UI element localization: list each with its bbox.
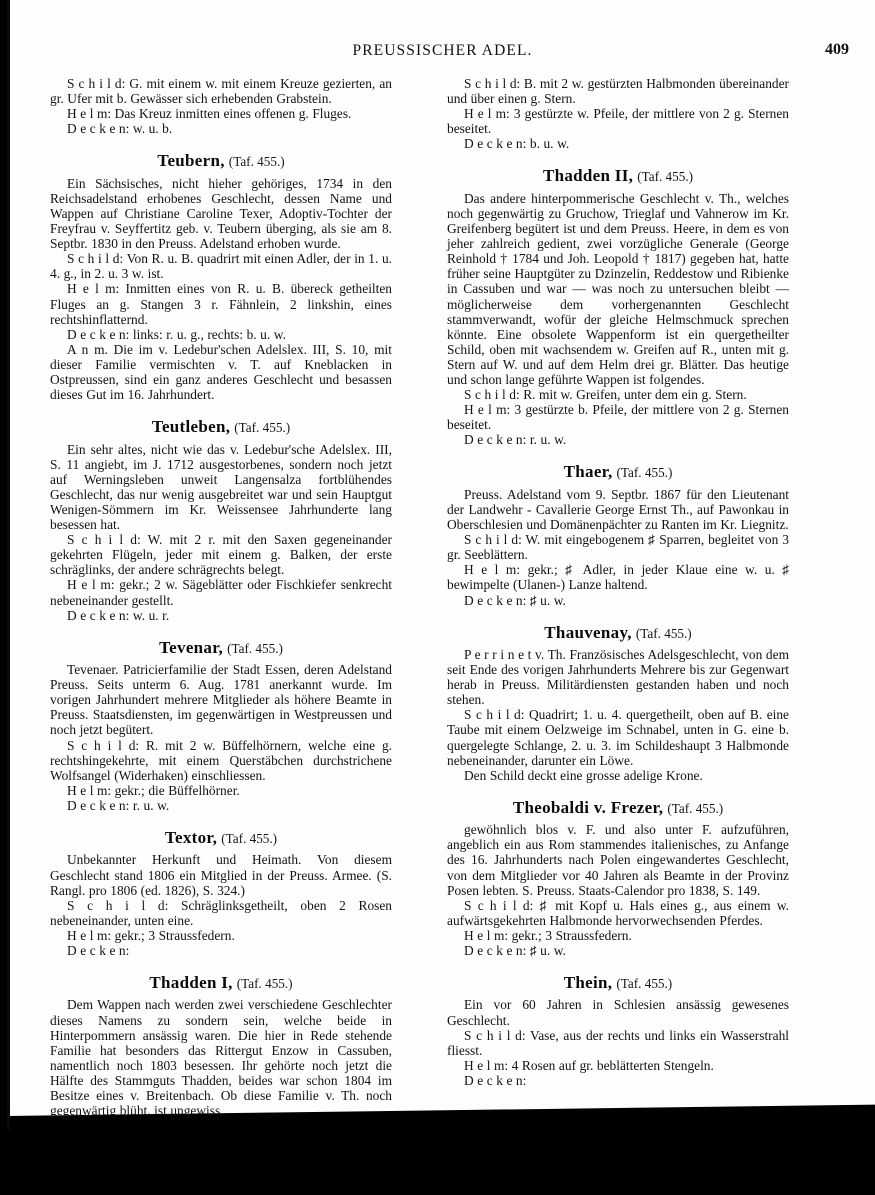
entry-body: Ein sehr altes, nicht wie das v. Ledebur'sche Adelslex. III, S. 11 angiebt, im J. 1712 ausgestorbenes, sondern noch jetzt auf Werningsleben unweit Langensalza fortblühendes Geschlecht, das nur wenig ausgebreitet war und sein Hauptgut Wenigen-Sömmern im Kr. Weissensee Jahrhunderte lang besessen hat. [50, 441, 392, 533]
entry-body: Das andere hinterpommerische Geschlecht v. Th., welches noch gegenwärtig zu Gruchow, Trieglaf und Vahnerow im Kr. Greifenberg begütert ist und dem Preuss. Heere, in dem es von jeher zahlreich gedient, zwei vorzügliche Generale (George Reinhold † 1784 und Joh. Leopold † 1817) gegeben hat, hatte früher seine Hauptgüter zu Dzinzelin, Reddestow und Ribienke in Cassuben und war — was noch zu untersuchen bleibt — möglicherweise dem vorhergenannten Geschlecht stammverwandt, wofür der gleiche Helmschmuck sprechen könnte. Eine obsolete Wappenform ist ein quergetheilter Schild, oben mit wachsendem w. Greifen auf R., unten mit g. Stern auf W. und auf dem Helm drei gr. Blätter. Das heutige und schon lange geführte Wappen ist folgendes. [447, 190, 789, 387]
entry-teubern [50, 151, 392, 402]
blazon-helm: H e l m: gekr.; 2 w. Sägeblätter oder Fischkiefer senkrecht nebeneinander gestellt. [50, 577, 392, 608]
blazon-helm: H e l m: 3 gestürzte b. Pfeile, der mittlere von 2 g. Sternen beseitet. [447, 402, 789, 433]
blazon-schild: S c h i l d: R. mit 2 w. Büffelhörnern, welche eine g. rechtshingekehrte, mit einem Querstäbchen durchstrichene Wolfsangel (Widerhaken) einschliessen. [50, 737, 392, 783]
column-right [447, 76, 789, 1088]
entry-extra-note: Den Schild deckt eine grosse adelige Krone. [464, 767, 703, 783]
page-sheet [10, 0, 875, 1119]
column-left [50, 76, 392, 1118]
entry-heading [447, 973, 789, 993]
entry-thadden-i [50, 973, 392, 1118]
blazon-decken: D e c k e n: r. u. w. [464, 432, 567, 448]
blazon-schild: S c h i l d: Schräglinksgetheilt, oben 2 Rosen nebeneinander, unten eine. [50, 897, 392, 928]
entry-heading [50, 638, 392, 658]
entry-textor [50, 828, 392, 958]
entry-name: Thadden II, [542, 166, 634, 186]
entry-heading [50, 417, 392, 437]
blazon-schild: S c h i l d: W. mit eingebogenem ♯ Sparren, begleitet von 3 gr. Seeblättern. [447, 532, 789, 563]
entry-name: Thadden I, [149, 973, 233, 993]
entry-note: A n m. Die im v. Ledebur'schen Adelslex. III, S. 10, mit dieser Familie vermischten v. T. auf Kneblacken in Ostpreussen, sind ein ganz anderes Geschlecht und besassen dieses Gut im 16. Jahrhundert. [50, 341, 392, 403]
entry-body: Ein vor 60 Jahren in Schlesien ansässig gewesenes Geschlecht. [447, 997, 789, 1028]
entry-plate-reference: (Taf. 455.) [228, 154, 285, 170]
entry-plate-reference: (Taf. 455.) [234, 420, 291, 436]
entry-name: Thaer, [563, 462, 613, 482]
blazon-helm: H e l m: gekr.; 3 Straussfedern. [67, 927, 235, 943]
blazon-schild: S c h i l d: R. mit w. Greifen, unter dem ein g. Stern. [464, 387, 747, 403]
entry-heading [447, 166, 789, 186]
blazon-decken: D e c k e n: [464, 1072, 527, 1088]
running-title: PREUSSISCHER ADEL. [352, 42, 533, 59]
entry-tevenar [50, 638, 392, 813]
entry-body: gewöhnlich blos v. F. und also unter F. aufzuführen, angeblich ein aus Rom stammendes italienisches, zu Anfange des 16. Jahrhunderts nach Polen eingewandertes Geschlecht, von dem Mitglieder vor 40 Jahren als Beamte in der Provinz Posen lebten. S. Preuss. Staats-Calendor pro 1838, S. 149. [447, 822, 789, 898]
entry-teutleben [50, 417, 392, 623]
entry-thaer [447, 462, 789, 607]
entry-heading [447, 623, 789, 643]
entry-body: Tevenaer. Patricierfamilie der Stadt Essen, deren Adelstand Preuss. Seits unterm 6. Aug. 1781 anerkannt wurde. Im vorigen Jahrhundert mehrere Mitglieder als höhere Beamte in Preuss. Staatsdiensten, im gegenwärtigen in Westpreussen und noch jetzt begütert. [50, 662, 392, 738]
blazon-schild: S c h i l d: B. mit 2 w. gestürzten Halbmonden übereinander und über einen g. Stern. [447, 76, 789, 107]
blazon-schild: S c h i l d: Von R. u. B. quadrirt mit einen Adler, der in 1. u. 4. g., in 2. u. 3 w. ist. [50, 251, 392, 282]
entry-thauvenay [447, 623, 789, 783]
entry-name: Thauvenay, [544, 622, 632, 642]
entry-plate-reference: (Taf. 455.) [236, 976, 293, 992]
entry-plate-reference: (Taf. 455.) [635, 625, 692, 641]
entry-heading [50, 828, 392, 848]
blazon-helm: H e l m: gekr.; 3 Straussfedern. [464, 927, 632, 943]
entry-thadden-ii [447, 166, 789, 447]
entry-theobaldi-v-frezer [447, 798, 789, 958]
blazon-helm: H e l m: gekr.; die Büffelhörner. [67, 782, 240, 798]
entry-name: Teutleben, [151, 417, 231, 437]
entry-body: Dem Wappen nach werden zwei verschiedene Geschlechter dieses Namens zu sondern sein, welche beide in Hinterpommern ansässig waren. Die hier in Rede stehende Familie hat besonders das Rittergut Enzow in Cassuben, namentlich noch 1803 besessen. Ihr gehörte noch jetzt die Hälfte des Stammguts Thadden, beides war schon 1804 im Besitze eines v. Breitenbach. Ob diese Familie v. Th. noch gegenwärtig blüht, ist ungewiss. [50, 997, 392, 1119]
entry-body: Unbekannter Herkunft und Heimath. Von diesem Geschlecht stand 1806 ein Mitglied in der Preuss. Armee. (S. Rangl. pro 1806 (ed. 1826), S. 324.) [50, 852, 392, 898]
entry-name: Thein, [563, 973, 613, 993]
entry-body: P e r r i n e t v. Th. Französisches Adelsgeschlecht, von dem seit Ende des vorigen Jahrhunderts Mehrere bis zur Gegenwart herab in Preuss. Militärdiensten gestanden haben und noch stehen. [447, 646, 789, 708]
blazon-helm: H e l m: 3 gestürzte w. Pfeile, der mittlere von 2 g. Sternen beseitet. [447, 106, 789, 137]
entry-name: Tevenar, [159, 637, 224, 657]
entry-heading [50, 973, 392, 993]
entry-heading [447, 798, 789, 818]
entry-plate-reference: (Taf. 455.) [227, 640, 283, 656]
blazon-schild: S c h i l d: G. mit einem w. mit einem Kreuze gezierten, an gr. Ufer mit b. Gewässer sich erhebenden Grabstein. [50, 76, 392, 107]
blazon-decken: D e c k e n: [67, 942, 130, 958]
blazon-decken: D e c k e n: b. u. w. [464, 136, 570, 152]
entry-plate-reference: (Taf. 455.) [616, 976, 673, 992]
blazon-helm: H e l m: 4 Rosen auf gr. beblätterten Stengeln. [464, 1057, 714, 1073]
entry-plate-reference: (Taf. 455.) [221, 831, 278, 847]
entry-body: Ein Sächsisches, nicht hieher gehöriges, 1734 in den Reichsadelstand erhobenes Geschlecht, dessen Name und Wappen auf Christiane Caroline Texer, Adoptiv-Tochter der Freyfrau v. Seyffertitz geb. v. Teubern überging, als sie am 8. Septbr. 1830 in den Preuss. Adelstand erhoben wurde. [50, 175, 392, 252]
entry-name: Textor, [164, 828, 218, 848]
entry-heading [50, 151, 392, 171]
blazon-helm: H e l m: Inmitten eines von R. u. B. übereck getheilten Fluges an g. Stangen 3 r. Fähnlein, 2 linkshin, eines rechtshinflatternd. [50, 281, 392, 327]
blazon-decken: D e c k e n: w. u. b. [67, 121, 173, 137]
blazon-decken: D e c k e n: ♯ u. w. [464, 942, 566, 958]
entry-plate-reference: (Taf. 455.) [616, 465, 673, 481]
running-head [10, 42, 875, 62]
entry-body: Preuss. Adelstand vom 9. Septbr. 1867 für den Lieutenant der Landwehr - Cavallerie George Ernst Th., auf Pawonkau in Oberschlesien und Domänenpächter zu Ranten im Kr. Liegnitz. [447, 486, 789, 533]
page-number: 409 [825, 41, 849, 58]
entry-name: Theobaldi v. Frezer, [512, 797, 664, 817]
entry-plate-reference: (Taf. 455.) [637, 169, 694, 185]
scanned-page-image [7, 0, 875, 1130]
entry-heading [447, 462, 789, 482]
blazon-decken: D e c k e n: r. u. w. [67, 797, 170, 813]
blazon-decken: D e c k e n: ♯ u. w. [464, 592, 566, 608]
blazon-schild: S c h i l d: ♯ mit Kopf u. Hals eines g., aus einem w. aufwärtsgekehrten Halbmonde hervorwechsenden Pferdes. [447, 897, 789, 928]
blazon-decken: D e c k e n: w. u. r. [67, 607, 170, 623]
entry-thein [447, 973, 789, 1088]
blazon-schild: S c h i l d: Vase, aus der rechts und links ein Wasserstrahl fliesst. [447, 1027, 789, 1058]
blazon-helm: H e l m: gekr.; ♯ Adler, in jeder Klaue eine w. u. ♯ bewimpelte (Ulanen-) Lanze haltend. [447, 562, 789, 593]
blazon-schild: S c h i l d: W. mit 2 r. mit den Saxen gegeneinander gekehrten Flügeln, jeder mit einem g. Balken, der erste schräglinks, der andere schrägrechts belegt. [50, 532, 392, 578]
entry-continued [447, 76, 789, 151]
entry-name: Teubern, [157, 151, 225, 171]
blazon-schild: S c h i l d: Quadrirt; 1. u. 4. quergetheilt, oben auf B. eine Taube mit einem Oelzweige im Schnabel, unten in G. eine b. quergelegte Schlange, 2. u. 3. im Schildeshaupt 3 Halbmonde nebeneinander, darunter ein Löwe. [447, 707, 789, 768]
entry-continued [50, 76, 392, 136]
entry-plate-reference: (Taf. 455.) [667, 800, 724, 816]
blazon-decken: D e c k e n: links: r. u. g., rechts: b. u. w. [67, 326, 286, 342]
blazon-helm: H e l m: Das Kreuz inmitten eines offenen g. Fluges. [67, 106, 352, 122]
